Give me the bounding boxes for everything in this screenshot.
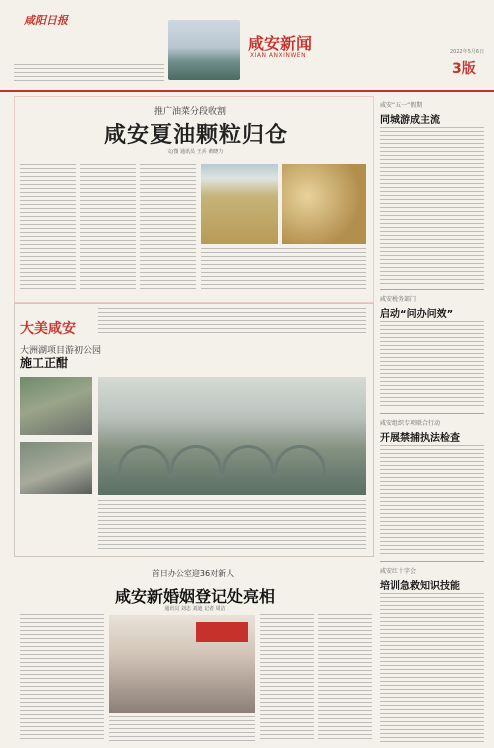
section-divider — [380, 413, 484, 414]
right-section-tag: 咸安组织专项联合行动 — [380, 420, 441, 427]
farm-field-photo — [201, 164, 278, 244]
right-section-tag: 咸安“五一”假期 — [380, 102, 423, 109]
bridge-arch — [222, 445, 274, 474]
feature-caption — [98, 500, 366, 550]
feature-subtitle: 大洲湖项目游初公园 — [20, 346, 102, 356]
bridge-construction-photo — [98, 377, 366, 495]
feature-intro-text — [98, 308, 366, 334]
lead-byline: 文/图 通讯员 王兵 黄晓力 — [166, 149, 224, 155]
right-section-tag: 咸安税务部门 — [380, 296, 417, 303]
story2-body-col3 — [318, 614, 372, 742]
edition-date: 2022年5月6日 — [450, 49, 485, 55]
right-section-body — [380, 593, 484, 742]
story2-photo-caption — [109, 716, 255, 742]
right-section-headline: 培训急救知识技能 — [380, 581, 460, 592]
right-section-body — [380, 445, 484, 557]
aerial-park-photo — [20, 377, 92, 435]
grain-harvest-photo — [282, 164, 366, 244]
story2-kicker: 首日办公室迎36对新人 — [151, 569, 235, 578]
section-divider — [380, 289, 484, 290]
lead-body-col1 — [20, 164, 76, 292]
feature-title: 施工正酣 — [20, 356, 69, 370]
masthead — [0, 0, 494, 92]
masthead-meta-text — [14, 64, 164, 84]
section-title: 咸安新闻 — [248, 34, 313, 53]
photo-caption — [201, 248, 366, 292]
story2-byline: 通讯员 刘志 刘迪 记者 周洁 — [164, 606, 226, 612]
bridge-arch — [170, 445, 222, 474]
story2-body-col2 — [260, 614, 314, 742]
feature-column-mark: 大美咸安 — [20, 321, 76, 337]
lead-body-col2 — [80, 164, 136, 292]
lead-body-col3 — [140, 164, 196, 292]
section-divider — [380, 561, 484, 562]
right-section-headline: 开展禁捕执法检查 — [380, 433, 460, 444]
masthead-landscape-photo — [168, 20, 240, 80]
section-subtitle: XIAN ANXINWEN — [250, 52, 307, 59]
newspaper-brand: 咸阳日报 — [24, 14, 68, 27]
right-section-tag: 咸安红十字会 — [380, 568, 417, 575]
bridge-arch — [118, 445, 170, 474]
service-banner — [196, 622, 248, 642]
lead-headline: 咸安夏油颗粒归仓 — [103, 123, 288, 148]
lead-kicker: 推广油菜分段收割 — [153, 107, 226, 117]
aerial-site-photo — [20, 442, 92, 494]
edition-number: 3版 — [452, 61, 476, 77]
right-section-headline: 启动“问办问效” — [380, 309, 454, 320]
right-section-body — [380, 321, 484, 409]
story2-body-col1 — [20, 614, 104, 742]
story2-headline: 咸安新婚姻登记处亮相 — [114, 587, 275, 606]
bridge-arch — [274, 445, 326, 474]
right-section-headline: 同城游成主流 — [380, 115, 440, 126]
right-section-body — [380, 127, 484, 285]
